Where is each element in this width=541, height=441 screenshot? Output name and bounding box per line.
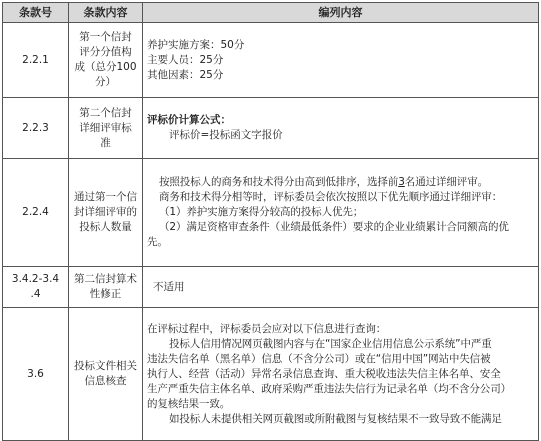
table-row: [3, 267, 539, 308]
table-row: [3, 308, 539, 441]
clause-no-cell: 2.2.4: [3, 159, 69, 267]
clause-content-cell: 通过第一个信 封详细评审的 投标人数量: [69, 159, 143, 267]
listed-content-cell: 养护实施方案：50分 主要人员：25分 其他因素：25分: [143, 23, 539, 98]
clause-no-cell: 2.2.3: [3, 98, 69, 159]
listed-content-cell: 在评标过程中，评标委员会应对以下信息进行查询： 投标人信用情况网页截图内容与在“国家企业信用信息公示系统”中严重 违法失信名单（黑名单）信息（不含分公司）或在“信用中国”网站中失信被 执行人、经营（活动）异常名录信息查询、重大税收违法失信主体名单、安全 生产严重失信主体名单、政府采购严重违法失信行为记录名单（均不含分公司） 的复核结果一致。 如投标人未提供相关网页截图或所附截图与复核结果不一致导致不能满足: [143, 308, 539, 441]
clause-table: [2, 2, 539, 441]
table-row: [3, 98, 539, 159]
clause-content-cell: 第二信封算术 性修正: [69, 267, 143, 308]
clause-no-cell: 3.6: [3, 308, 69, 441]
clause-content-cell: 投标文件相关 信息核查: [69, 308, 143, 441]
table-header-row: [3, 3, 539, 23]
clause-no-cell: 2.2.1: [3, 23, 69, 98]
clause-content-cell: 第二个信封 详细评审标 准: [69, 98, 143, 159]
table-row: [3, 23, 539, 98]
table-row: [3, 159, 539, 267]
listed-content-cell: 按照投标人的商务和技术得分由高到低排序，选择前3名通过详细评审。 商务和技术得分相等时，评标委员会依次按照以下优先顺序通过详细评审： （1）养护实施方案得分较高的投标人优先； （2）满足资格审查条件（业绩最低条件）要求的企业业绩累计合同额高的优 先。: [143, 159, 539, 267]
header-listed-content: 编列内容: [143, 3, 539, 23]
selected-count: 3: [398, 176, 405, 188]
formula-heading: 评标价计算公式：: [147, 114, 231, 126]
formula-text: 评标价=投标函文字报价: [169, 129, 283, 141]
listed-content-cell: 不适用: [143, 267, 539, 308]
listed-content-cell: [143, 98, 539, 159]
header-clause-content: 条款内容: [69, 3, 143, 23]
header-clause-no: 条款号: [3, 3, 69, 23]
clause-no-cell: 3.4.2-3.4 .4: [3, 267, 69, 308]
clause-content-cell: 第一个信封 评分分值构 成（总分100 分）: [69, 23, 143, 98]
